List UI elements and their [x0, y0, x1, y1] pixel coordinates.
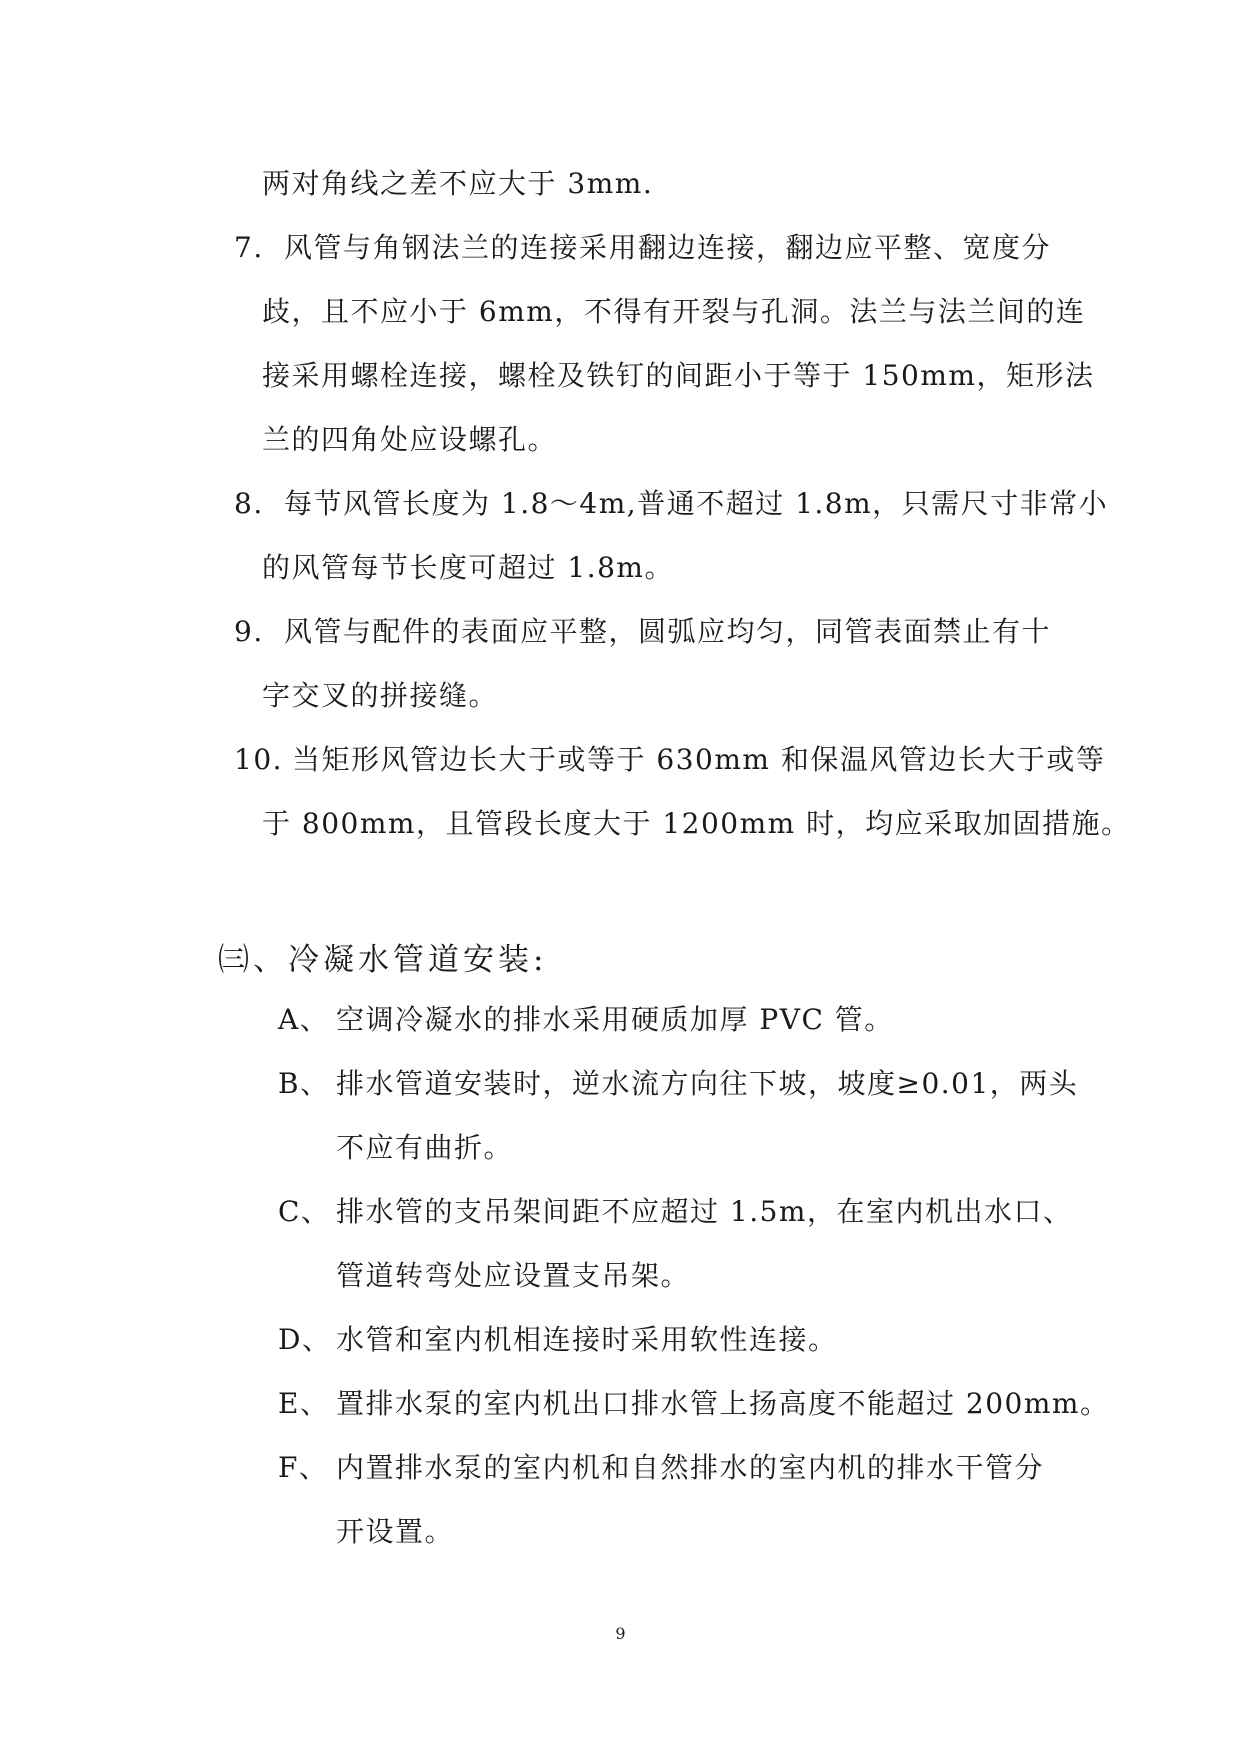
sub-item-f [278, 1448, 1044, 1488]
item-letter: C、 [278, 1195, 331, 1228]
paragraph-line: 每节风管长度为 1.8～4m,普通不超过 1.8m，只需尺寸非常小 [284, 487, 1109, 520]
paragraph-line: 不应有曲折。 [336, 1131, 514, 1164]
paragraph-line: 当矩形风管边长大于或等于 630mm 和保温风管边长大于或等 [292, 743, 1106, 776]
paragraph-line: 风管与配件的表面应平整，圆弧应均匀，同管表面禁止有十 [284, 615, 1052, 648]
paragraph-line: 水管和室内机相连接时采用软性连接。 [336, 1323, 838, 1356]
item-letter: D、 [278, 1323, 332, 1356]
paragraph-line: 空调冷凝水的排水采用硬质加厚 PVC 管。 [336, 1003, 894, 1036]
item-letter: E、 [278, 1387, 330, 1420]
paragraph-line: 于 800mm，且管段长度大于 1200mm 时，均应采取加固措施。 [262, 807, 1131, 840]
paragraph-line: 两对角线之差不应大于 3mm. [262, 167, 654, 200]
paragraph-line: 置排水泵的室内机出口排水管上扬高度不能超过 200mm。 [336, 1387, 1110, 1420]
item-number: 7. [234, 231, 264, 264]
paragraph-line: 管道转弯处应设置支吊架。 [336, 1259, 691, 1292]
paragraph-line: 歧，且不应小于 6mm，不得有开裂与孔洞。法兰与法兰间的连 [262, 295, 1086, 328]
list-item-7 [234, 228, 1051, 268]
list-item-9 [234, 612, 1051, 652]
paragraph-line: 风管与角钢法兰的连接采用翻边连接，翻边应平整、宽度分 [284, 231, 1052, 264]
item-letter: B、 [278, 1067, 330, 1100]
paragraph-line: 字交叉的拼接缝。 [262, 679, 499, 712]
paragraph-line: 排水管道安装时，逆水流方向往下坡，坡度≥0.01，两头 [336, 1067, 1079, 1100]
paragraph-line: 接采用螺栓连接，螺栓及铁钉的间距小于等于 150mm，矩形法 [262, 359, 1095, 392]
item-letter: A、 [278, 1003, 330, 1036]
sub-item-e [278, 1384, 1109, 1424]
section-heading: ㈢、冷凝水管道安装: [218, 942, 548, 978]
paragraph-line: 兰的四角处应设螺孔。 [262, 423, 558, 456]
paragraph-line: 开设置。 [336, 1515, 455, 1548]
sub-item-c [278, 1192, 1072, 1232]
paragraph-line: 排水管的支吊架间距不应超过 1.5m，在室内机出水口、 [336, 1195, 1073, 1228]
paragraph-line: 的风管每节长度可超过 1.8m。 [262, 551, 674, 584]
sub-item-d [278, 1320, 838, 1360]
list-item-8 [234, 484, 1108, 524]
sub-item-a [278, 1000, 894, 1040]
page-number: 9 [615, 1624, 626, 1643]
list-item-10 [234, 740, 1105, 780]
item-number: 9. [234, 615, 264, 648]
item-letter: F、 [278, 1451, 329, 1484]
item-number: 10. [234, 743, 284, 776]
paragraph-line: 内置排水泵的室内机和自然排水的室内机的排水干管分 [336, 1451, 1045, 1484]
sub-item-b [278, 1064, 1078, 1104]
item-number: 8. [234, 487, 264, 520]
